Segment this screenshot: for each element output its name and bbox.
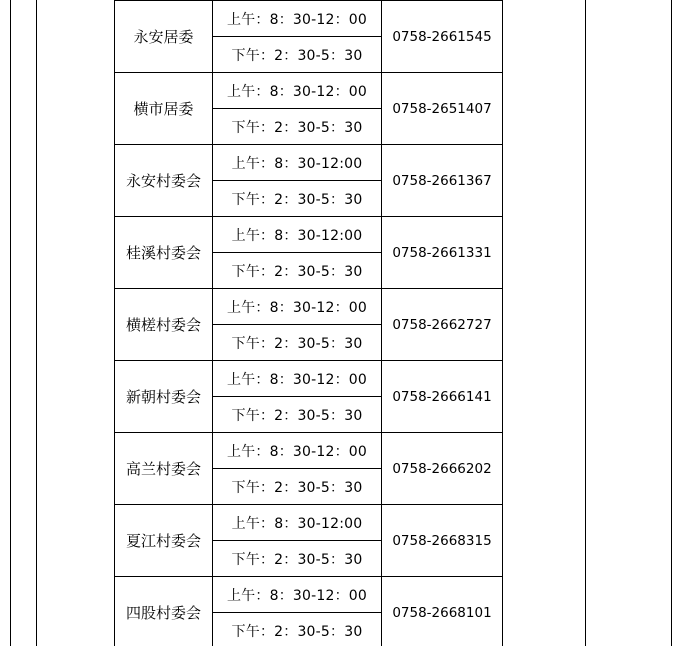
office-phone: 0758-2662727 — [382, 289, 503, 361]
morning-hours: 上午：8：30-12：00 — [213, 289, 382, 325]
morning-hours: 上午：8：30-12：00 — [213, 433, 382, 469]
morning-hours: 上午：8：30-12：00 — [213, 361, 382, 397]
office-name: 桂溪村委会 — [115, 217, 213, 289]
office-name: 夏江村委会 — [115, 505, 213, 577]
table-row — [115, 361, 503, 397]
afternoon-hours: 下午：2：30-5：30 — [213, 37, 382, 73]
table-row — [115, 1, 503, 37]
afternoon-hours: 下午：2：30-5：30 — [213, 253, 382, 289]
office-phone: 0758-2661545 — [382, 1, 503, 73]
office-name: 永安居委 — [115, 1, 213, 73]
morning-hours: 上午：8：30-12：00 — [213, 577, 382, 613]
office-phone: 0758-2666202 — [382, 433, 503, 505]
office-phone: 0758-2668315 — [382, 505, 503, 577]
afternoon-hours: 下午：2：30-5：30 — [213, 541, 382, 577]
afternoon-hours: 下午：2：30-5：30 — [213, 181, 382, 217]
outer-table-border-left — [10, 0, 11, 646]
outer-table-column-divider — [36, 0, 37, 646]
table-row — [115, 73, 503, 109]
morning-hours: 上午：8：30-12：00 — [213, 1, 382, 37]
afternoon-hours: 下午：2：30-5：30 — [213, 469, 382, 505]
morning-hours: 上午：8：30-12:00 — [213, 217, 382, 253]
table-row — [115, 289, 503, 325]
office-phone: 0758-2661331 — [382, 217, 503, 289]
outer-table-border-right — [671, 0, 672, 646]
office-phone: 0758-2668101 — [382, 577, 503, 646]
table-row — [115, 577, 503, 613]
office-phone: 0758-2661367 — [382, 145, 503, 217]
table-row — [115, 505, 503, 541]
afternoon-hours: 下午：2：30-5：30 — [213, 613, 382, 646]
office-name: 横槎村委会 — [115, 289, 213, 361]
office-phone: 0758-2651407 — [382, 73, 503, 145]
office-name: 新朝村委会 — [115, 361, 213, 433]
afternoon-hours: 下午：2：30-5：30 — [213, 325, 382, 361]
office-name: 高兰村委会 — [115, 433, 213, 505]
afternoon-hours: 下午：2：30-5：30 — [213, 397, 382, 433]
office-hours-table — [114, 0, 503, 646]
table-row — [115, 217, 503, 253]
morning-hours: 上午：8：30-12:00 — [213, 145, 382, 181]
morning-hours: 上午：8：30-12:00 — [213, 505, 382, 541]
afternoon-hours: 下午：2：30-5：30 — [213, 109, 382, 145]
table-row — [115, 145, 503, 181]
table-row — [115, 433, 503, 469]
office-name: 永安村委会 — [115, 145, 213, 217]
outer-table-column-divider-right — [585, 0, 586, 646]
morning-hours: 上午：8：30-12：00 — [213, 73, 382, 109]
office-name: 四股村委会 — [115, 577, 213, 646]
office-name: 横市居委 — [115, 73, 213, 145]
office-phone: 0758-2666141 — [382, 361, 503, 433]
